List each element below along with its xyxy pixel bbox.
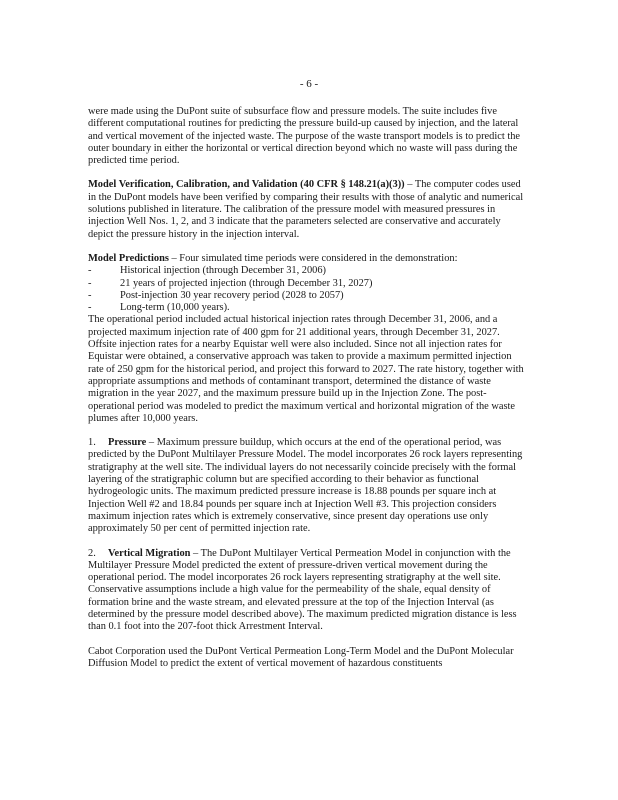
list-item: - 21 years of projected injection (through December 31, 2027) [88, 277, 373, 289]
paragraph-pressure [88, 437, 524, 535]
predictions-intro-text: – Four simulated time periods were considered in the demonstration: [168, 252, 458, 264]
paragraph-verification [88, 179, 524, 240]
verification-body: – The computer codes used in the DuPont models have been verified by comparing their results with those of analytic and numerical solutions published in literature. The calibration of the pressure model with measured pressures in injection Well Nos. 1, 2, and 3 indicate that the parameters selected are conservative and accurately depict the pressure history in the injection interval. [88, 179, 524, 240]
predictions-body: The operational period included actual historical injection rates through December 31, 2006, and a projected maximum injection rate of 400 gpm for 21 additional years, through December 31, 2027. Offsite injection rates for a nearby Equistar well were also included. Since not all injection rates for Equistar were obtained, a conservative approach was taken to provide a maximum permitted injection rate of 250 gpm for the historical period, and project this forward to 2027. The rate history, together with appropriate assumptions and methods of contaminant transport, determined the distance of waste migration in the year 2027, and the maximum pressure build up in the Injection Zone. The post-operational period was modeled to predict the maximum vertical and horizontal migration of the waste plumes after 10,000 years. [88, 314, 524, 424]
predictions-intro [88, 253, 524, 265]
time-period-list [88, 265, 524, 314]
pressure-body: – Maximum pressure buildup, which occurs at the end of the operational period, was predicted by the DuPont Multilayer Pressure Model. The model incorporates 26 rock layers representing stratigraphy at the well site. The individual layers do not necessarily coincide precisely with the formal layering of the stratigraphic column but are specified according to their behavior as functional hydrogeologic units. The maximum predicted pressure increase is 18.88 pounds per square inch at Injection Well #2 and 18.84 pounds per square inch at Injection Well #3. This projection considers maximum injection rates which is extremely conservative, since present day operations use only approximately 50 per cent of permitted injection rate. [88, 437, 523, 535]
list-item: - Post-injection 30 year recovery period (2028 to 2057) [88, 289, 344, 301]
pressure-heading: Pressure [108, 437, 147, 449]
pressure-number: 1. [88, 437, 96, 449]
vertical-migration-body: – The DuPont Multilayer Vertical Permeation Model in conjunction with the Multilayer Pressure Model predicted the extent of pressure-driven vertical movement during the operational period. The model incorporates 26 rock layers representing stratigraphy at the well site. Conservative assumptions include a high value for the permeability of the shale, equal density of formation brine and the waste stream, and elevated pressure at the top of the Injection Interval (as determined by the pressure model described above). The maximum predicted migration distance is less than 0.1 foot into the 207-foot thick Arrestment Interval. [88, 547, 517, 633]
paragraph-cabot: Cabot Corporation used the DuPont Vertical Permeation Long-Term Model and the DuPont Molecular Diffusion Model to predict the extent of vertical movement of hazardous constituents [88, 645, 514, 669]
verification-heading: Model Verification, Calibration, and Validation (40 CFR § 148.21(a)(3)) [88, 179, 405, 191]
list-item: - Long-term (10,000 years). [88, 302, 230, 314]
paragraph-model-predictions [88, 253, 524, 425]
document-body [88, 106, 524, 670]
page-number: - 6 - [299, 78, 319, 90]
paragraph-vertical-migration [88, 548, 524, 634]
predictions-heading: Model Predictions [88, 252, 169, 264]
vertical-migration-heading: Vertical Migration [108, 547, 191, 559]
list-item: - Historical injection (through December 31, 2006) [88, 265, 327, 277]
vertical-migration-number: 2. [88, 547, 96, 559]
paragraph-model-suite: were made using the DuPont suite of subsurface flow and pressure models. The suite includes five different computational routines for predicting the pressure build-up caused by injection, and the lateral and vertical movement of the injected waste. The purpose of the waste transport models is to predict the outer boundary in either the horizontal or vertical direction beyond which no waste will pass during the predicted time period. [88, 106, 521, 167]
